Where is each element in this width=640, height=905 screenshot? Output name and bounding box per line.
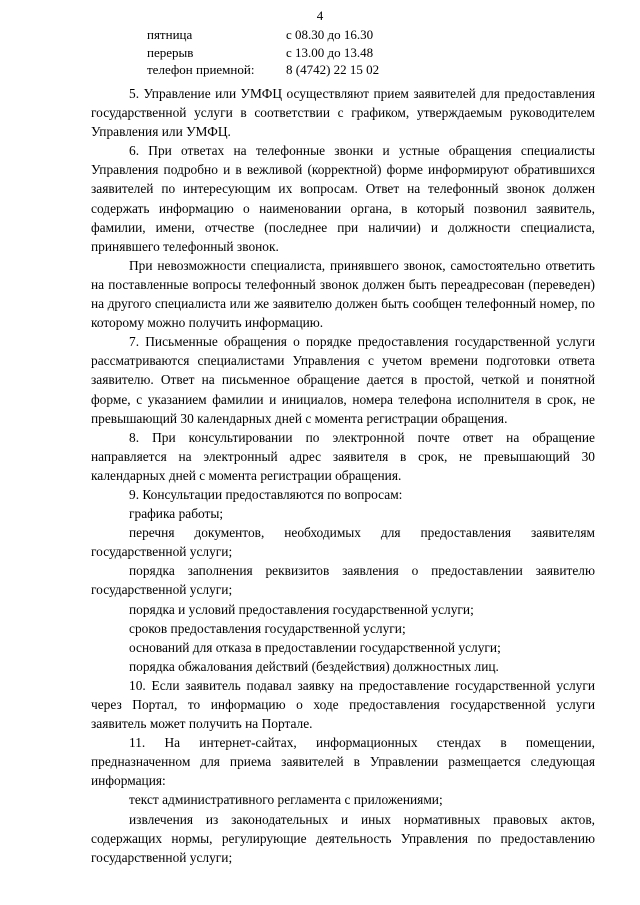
schedule-row [147, 26, 379, 44]
paragraph-7: 7. Письменные обращения о порядке предоставления государственной услуги рассматриваются специалистами Управления с учетом времени подготовки ответа заявителю. Ответ на письменное обращение дается в простой, четкой и понятной форме, с указанием фамилии и инициалов, номера телефона исполнителя в срок, не превышающий 30 календарных дней с момента регистрации обращения. [91, 334, 595, 426]
list-item: перечня документов, необходимых для предоставления заявителям государственной услуги; [91, 525, 595, 560]
schedule-label: пятница [147, 27, 193, 42]
list-item: сроков предоставления государственной услуги; [129, 620, 406, 636]
paragraph-5: 5. Управление или УМФЦ осуществляют прием заявителей для предоставления государственной услуги в соответствии с графиком, утверждаемым руководителем Управления или УМФЦ. [91, 86, 595, 140]
paragraph-6-continued: При невозможности специалиста, принявшего звонок, самостоятельно ответить на поставленные вопросы телефонный звонок должен быть переадресован (переведен) на другого специалиста или же заявителю должен быть сообщен телефонный номер, по которому можно получить информацию. [91, 257, 595, 331]
schedule-block [147, 26, 379, 79]
list-item: порядка обжалования действий (бездействия) должностных лиц. [129, 658, 499, 674]
schedule-row [147, 61, 379, 79]
page-number: 4 [316, 8, 324, 23]
schedule-value: с 13.00 до 13.48 [286, 44, 374, 60]
schedule-value: 8 (4742) 22 15 02 [286, 62, 380, 77]
paragraph-6: 6. При ответах на телефонные звонки и устные обращения специалисты Управления подробно и в вежливой (корректной) форме информируют обратившихся заявителей по интересующим их вопросам. Ответ на телефонный звонок должен содержать информацию о наименовании органа, в который позвонил заявитель, фамилии, имени, отчестве (последнее при наличии) и должности специалиста, принявшего телефонный звонок. [91, 143, 595, 254]
schedule-row [147, 44, 379, 62]
list-item: порядка заполнения реквизитов заявления о предоставлении заявителю государственной услуги; [91, 563, 595, 598]
paragraph-8: 8. При консультировании по электронной почте ответ на обращение направляется на электронный адрес заявителя в срок, не превышающий 30 календарных дней с момента регистрации обращения. [91, 429, 595, 483]
schedule-value: с 08.30 до 16.30 [286, 27, 374, 42]
document-body [91, 84, 595, 867]
list-item: текст административного регламента с приложениями; [129, 792, 443, 808]
schedule-label: телефон приемной: [147, 62, 255, 77]
paragraph-11: 11. На интернет-сайтах, информационных стендах в помещении, предназначенном для приема заявителей в Управлении размещается следующая информация: [91, 735, 595, 789]
paragraph-10: 10. Если заявитель подавал заявку на предоставление государственной услуги через Портал, то информацию о ходе предоставления государственной услуги заявитель может получить на Портале. [91, 677, 595, 732]
list-item: извлечения из законодательных и иных нормативных правовых актов, содержащих нормы, регулирующие деятельность Управления по предоставлению государственной услуги; [91, 811, 595, 865]
list-item: графика работы; [129, 506, 224, 522]
paragraph-9: 9. Консультации предоставляются по вопросам: [129, 486, 403, 502]
list-item: порядка и условий предоставления государственной услуги; [129, 601, 474, 617]
schedule-label: перерыв [147, 44, 194, 60]
list-item: оснований для отказа в предоставлении государственной услуги; [129, 639, 501, 655]
